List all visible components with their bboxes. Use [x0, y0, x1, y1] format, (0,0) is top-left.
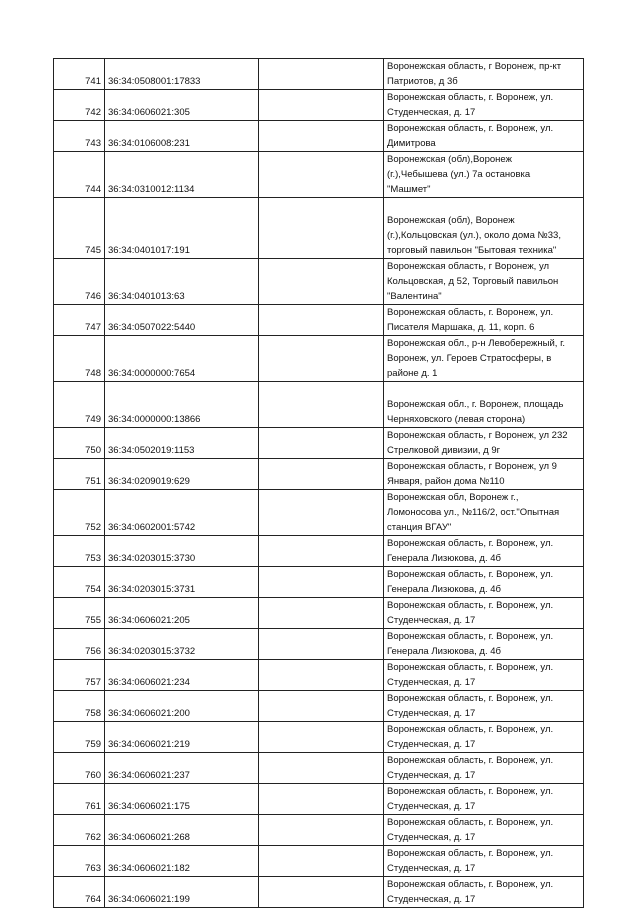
empty-cell: [259, 90, 384, 121]
empty-cell: [259, 753, 384, 784]
empty-cell: [259, 459, 384, 490]
cadastral-number-cell: 36:34:0106008:231: [105, 121, 259, 152]
table-row: [54, 598, 584, 629]
address-cell: Воронежская область, г Воронеж, ул Кольцовская, д 52, Торговый павильон "Валентина": [384, 259, 584, 305]
empty-cell: [259, 305, 384, 336]
cadastral-number-cell: 36:34:0203015:3732: [105, 629, 259, 660]
empty-cell: [259, 536, 384, 567]
address-cell: Воронежская область, г. Воронеж, ул. Студенческая, д. 17: [384, 90, 584, 121]
address-cell: Воронежская область, г. Воронеж, ул. Студенческая, д. 17: [384, 691, 584, 722]
table-row: [54, 567, 584, 598]
empty-cell: [259, 336, 384, 382]
row-number-cell: 756: [54, 629, 105, 660]
cadastral-number-cell: 36:34:0508001:17833: [105, 59, 259, 90]
row-number-cell: 742: [54, 90, 105, 121]
empty-cell: [259, 59, 384, 90]
address-cell: Воронежская (обл), Воронеж (г.),Кольцовская (ул.), около дома №33, торговый павильон "Бытовая техника": [384, 198, 584, 259]
row-number-cell: 744: [54, 152, 105, 198]
cadastral-number-cell: 36:34:0203015:3730: [105, 536, 259, 567]
cadastral-number-cell: 36:34:0606021:199: [105, 877, 259, 908]
document-page: [53, 58, 583, 908]
empty-cell: [259, 198, 384, 259]
address-cell: Воронежская область, г. Воронеж, ул. Студенческая, д. 17: [384, 598, 584, 629]
cadastral-number-cell: 36:34:0507022:5440: [105, 305, 259, 336]
address-cell: Воронежская область, г. Воронеж, ул. Студенческая, д. 17: [384, 722, 584, 753]
cadastral-number-cell: 36:34:0606021:205: [105, 598, 259, 629]
table-row: [54, 305, 584, 336]
address-cell: Воронежская обл., г. Воронеж, площадь Черняховского (левая сторона): [384, 382, 584, 428]
row-number-cell: 746: [54, 259, 105, 305]
row-number-cell: 760: [54, 753, 105, 784]
empty-cell: [259, 629, 384, 660]
row-number-cell: 758: [54, 691, 105, 722]
address-cell: Воронежская область, г. Воронеж, ул. Димитрова: [384, 121, 584, 152]
cadastral-number-cell: 36:34:0602001:5742: [105, 490, 259, 536]
cadastral-number-cell: 36:34:0606021:237: [105, 753, 259, 784]
row-number-cell: 754: [54, 567, 105, 598]
address-cell: Воронежская (обл),Воронеж (г.),Чебышева (ул.) 7а остановка "Машмет": [384, 152, 584, 198]
row-number-cell: 757: [54, 660, 105, 691]
address-cell: Воронежская область, г. Воронеж, ул. Генерала Лизюкова, д. 4б: [384, 629, 584, 660]
cadastral-number-cell: 36:34:0606021:175: [105, 784, 259, 815]
row-number-cell: 761: [54, 784, 105, 815]
cadastral-number-cell: 36:34:0203015:3731: [105, 567, 259, 598]
cadastral-registry-table: [53, 58, 584, 908]
cadastral-number-cell: 36:34:0606021:182: [105, 846, 259, 877]
address-cell: Воронежская область, г Воронеж, ул 232 Стрелковой дивизии, д 9г: [384, 428, 584, 459]
table-row: [54, 428, 584, 459]
table-row: [54, 59, 584, 90]
address-cell: Воронежская область, г Воронеж, ул 9 Января, район дома №110: [384, 459, 584, 490]
table-row: [54, 459, 584, 490]
cadastral-number-cell: 36:34:0310012:1134: [105, 152, 259, 198]
row-number-cell: 748: [54, 336, 105, 382]
empty-cell: [259, 691, 384, 722]
empty-cell: [259, 598, 384, 629]
row-number-cell: 745: [54, 198, 105, 259]
empty-cell: [259, 846, 384, 877]
table-row: [54, 660, 584, 691]
table-row: [54, 877, 584, 908]
address-cell: Воронежская обл., р-н Левобережный, г. Воронеж, ул. Героев Стратосферы, в районе д. 1: [384, 336, 584, 382]
table-row: [54, 753, 584, 784]
empty-cell: [259, 660, 384, 691]
table-row: [54, 722, 584, 753]
row-number-cell: 741: [54, 59, 105, 90]
table-row: [54, 815, 584, 846]
address-cell: Воронежская область, г Воронеж, пр-кт Патриотов, д 3б: [384, 59, 584, 90]
address-cell: Воронежская область, г. Воронеж, ул. Писателя Маршака, д. 11, корп. 6: [384, 305, 584, 336]
address-cell: Воронежская область, г. Воронеж, ул. Студенческая, д. 17: [384, 784, 584, 815]
address-cell: Воронежская область, г. Воронеж, ул. Студенческая, д. 17: [384, 753, 584, 784]
empty-cell: [259, 877, 384, 908]
cadastral-number-cell: 36:34:0209019:629: [105, 459, 259, 490]
cadastral-number-cell: 36:34:0606021:219: [105, 722, 259, 753]
row-number-cell: 764: [54, 877, 105, 908]
table-row: [54, 198, 584, 259]
row-number-cell: 763: [54, 846, 105, 877]
cadastral-number-cell: 36:34:0000000:13866: [105, 382, 259, 428]
row-number-cell: 755: [54, 598, 105, 629]
row-number-cell: 749: [54, 382, 105, 428]
table-row: [54, 90, 584, 121]
address-cell: Воронежская обл, Воронеж г., Ломоносова ул., №116/2, ост."Опытная станция ВГАУ": [384, 490, 584, 536]
cadastral-number-cell: 36:34:0606021:305: [105, 90, 259, 121]
empty-cell: [259, 259, 384, 305]
table-row: [54, 691, 584, 722]
address-cell: Воронежская область, г. Воронеж, ул. Студенческая, д. 17: [384, 815, 584, 846]
cadastral-number-cell: 36:34:0502019:1153: [105, 428, 259, 459]
table-row: [54, 629, 584, 660]
table-row: [54, 784, 584, 815]
row-number-cell: 759: [54, 722, 105, 753]
address-cell: Воронежская область, г. Воронеж, ул. Студенческая, д. 17: [384, 877, 584, 908]
row-number-cell: 753: [54, 536, 105, 567]
table-body: [54, 59, 584, 908]
cadastral-number-cell: 36:34:0606021:200: [105, 691, 259, 722]
table-row: [54, 152, 584, 198]
empty-cell: [259, 722, 384, 753]
table-row: [54, 336, 584, 382]
table-row: [54, 490, 584, 536]
empty-cell: [259, 428, 384, 459]
empty-cell: [259, 815, 384, 846]
empty-cell: [259, 784, 384, 815]
table-row: [54, 382, 584, 428]
row-number-cell: 752: [54, 490, 105, 536]
address-cell: Воронежская область, г. Воронеж, ул. Генерала Лизюкова, д. 4б: [384, 536, 584, 567]
empty-cell: [259, 121, 384, 152]
empty-cell: [259, 152, 384, 198]
cadastral-number-cell: 36:34:0606021:268: [105, 815, 259, 846]
empty-cell: [259, 490, 384, 536]
cadastral-number-cell: 36:34:0000000:7654: [105, 336, 259, 382]
row-number-cell: 751: [54, 459, 105, 490]
empty-cell: [259, 567, 384, 598]
address-cell: Воронежская область, г. Воронеж, ул. Студенческая, д. 17: [384, 846, 584, 877]
cadastral-number-cell: 36:34:0401013:63: [105, 259, 259, 305]
table-row: [54, 259, 584, 305]
table-row: [54, 121, 584, 152]
row-number-cell: 747: [54, 305, 105, 336]
cadastral-number-cell: 36:34:0401017:191: [105, 198, 259, 259]
table-row: [54, 536, 584, 567]
address-cell: Воронежская область, г. Воронеж, ул. Генерала Лизюкова, д. 4б: [384, 567, 584, 598]
address-cell: Воронежская область, г. Воронеж, ул. Студенческая, д. 17: [384, 660, 584, 691]
table-row: [54, 846, 584, 877]
cadastral-number-cell: 36:34:0606021:234: [105, 660, 259, 691]
row-number-cell: 762: [54, 815, 105, 846]
row-number-cell: 743: [54, 121, 105, 152]
empty-cell: [259, 382, 384, 428]
row-number-cell: 750: [54, 428, 105, 459]
